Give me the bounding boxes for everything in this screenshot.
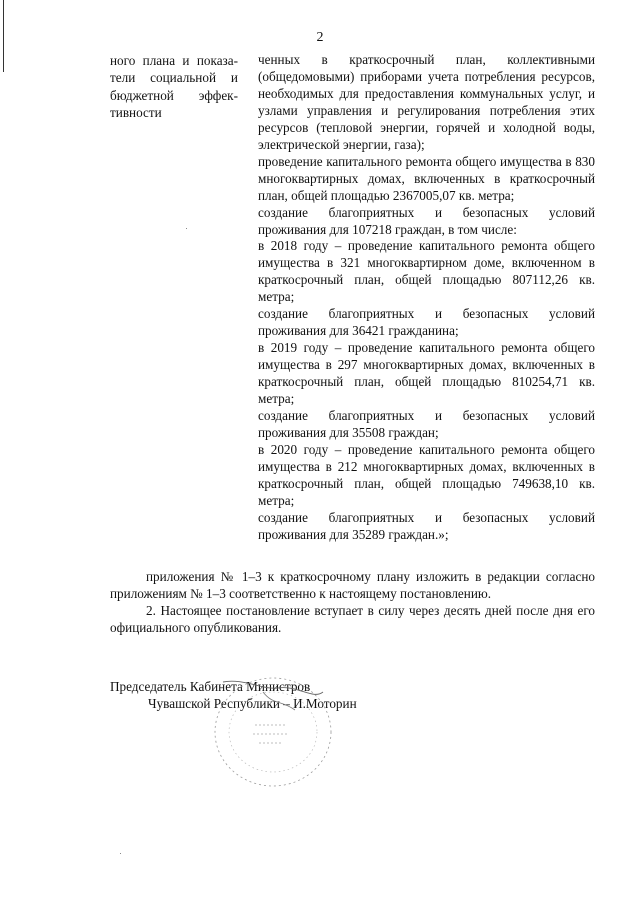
right-column-paragraph: создание благоприятных и безопасных условий проживания для 107218 граждан, в том числе: xyxy=(258,204,595,237)
right-column-paragraph: ченных в краткосрочный план, коллективными (общедомовыми) приборами учета потребления ресурсов, необходимых для предоставления коммунальных услуг, и узлами управления и регулирования потребления этих ресурсов (тепловой энергии, горячей и холодной воды, электрической энергии, газа); xyxy=(258,52,595,152)
table-right-column xyxy=(258,52,595,544)
right-column-paragraph: создание благоприятных и безопасных условий проживания для 35508 граждан; xyxy=(258,408,595,440)
right-column-paragraph: создание благоприятных и безопасных условий проживания для 35289 граждан.»; xyxy=(258,509,595,542)
left-column-line: бюджетной эффек- xyxy=(110,87,238,103)
left-column-line: ного плана и показа- xyxy=(110,53,238,68)
right-column-paragraph: в 2020 году – проведение капитального ремонта общего имущества в 212 многоквартирных домах, включенных в краткосрочный план, общей площадью 749638,10 кв. метра; xyxy=(258,441,595,508)
signatory-dash: – xyxy=(279,696,294,711)
scan-speck xyxy=(120,853,121,854)
table-left-column xyxy=(110,52,238,121)
right-column-paragraph: создание благоприятных и безопасных условий проживания для 36421 гражданина; xyxy=(258,306,595,339)
signatory-title: Председатель Кабинета Министров xyxy=(110,679,311,694)
right-column-paragraph: в 2019 году – проведение капитального ремонта общего имущества в 297 многоквартирных домах, включенных в краткосрочный план, общей площадью 810254,71 кв. метра; xyxy=(258,340,595,407)
signatory-name: И.Моторин xyxy=(293,696,357,711)
document-body xyxy=(110,568,595,636)
left-column-line: тели социальной и xyxy=(110,70,238,86)
left-column-line: тивности xyxy=(110,104,162,120)
body-paragraph: 2. Настоящее постановление вступает в силу через десять дней после дня его официального опубликования. xyxy=(110,603,595,635)
body-paragraph: приложения № 1–3 к краткосрочному плану изложить в редакции согласно приложениям № 1–3 соответственно к настоящему постановлению. xyxy=(110,569,595,601)
right-column-paragraph: в 2018 году – проведение капитального ремонта общего имущества в 321 многоквартирном доме, включенном в краткосрочный план, общей площадью 807112,26 кв. метра; xyxy=(258,238,595,305)
scan-speck xyxy=(186,228,187,229)
right-column-paragraph: проведение капитального ремонта общего имущества в 830 многоквартирных домах, включенных в краткосрочный план, общей площадью 2367005,07 кв. метра; xyxy=(258,153,595,203)
official-seal-stamp xyxy=(203,670,343,805)
page-number: 2 xyxy=(316,30,324,45)
signatory-region: Чувашской Республики xyxy=(148,696,280,711)
